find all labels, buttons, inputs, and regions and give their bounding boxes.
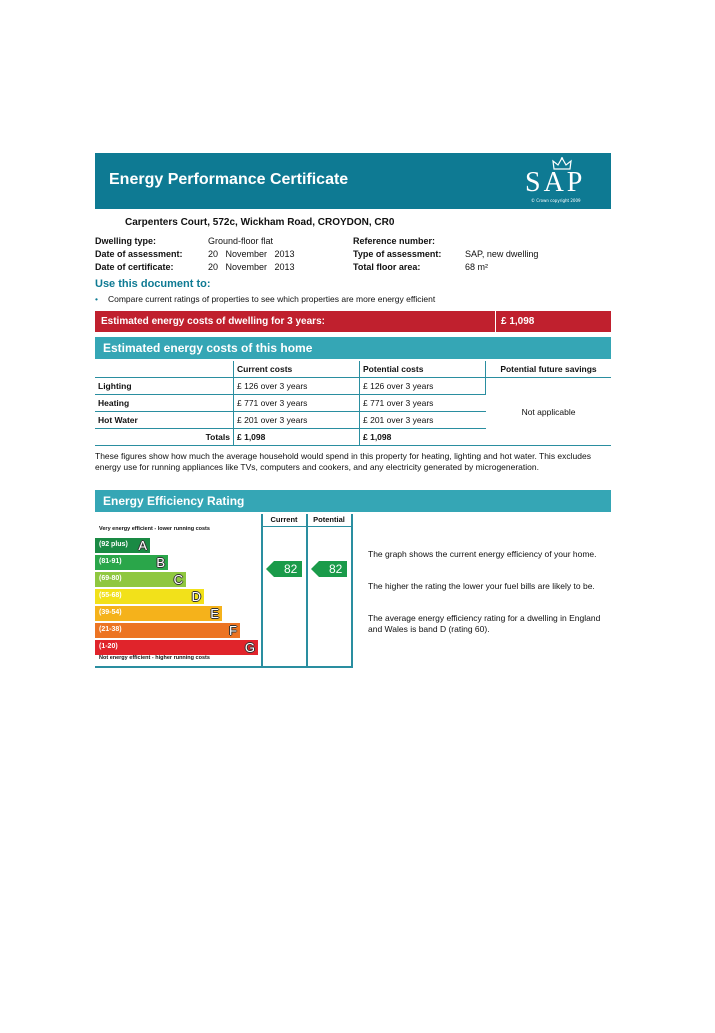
frame-line (261, 514, 263, 667)
rating-band-f (95, 623, 240, 638)
bullet-text: Compare current ratings of properties to see which properties are more energy efficient (107, 294, 436, 304)
frame-line (306, 514, 308, 667)
arrow-tip-icon (266, 561, 274, 577)
certificate-date-value: 20 November 2013 (208, 262, 295, 272)
row-current: £ 771 over 3 years (234, 395, 360, 412)
band-range: (39-54) (99, 609, 122, 616)
use-document-bullet (95, 294, 435, 304)
explanation-text: These figures show how much the average household would spend in this property for heating, lighting and hot water. This excludes energy use for running appliances like TVs, computers and cookers, and any electricity generated by microgeneration. (95, 451, 591, 472)
floor-area-label: Total floor area: (353, 262, 421, 272)
efficiency-text-1: The graph shows the current energy efficiency of your home. (368, 549, 597, 559)
table-row (95, 378, 611, 395)
band-letter: D (191, 589, 201, 604)
assessment-date-label: Date of assessment: (95, 249, 183, 259)
row-current: £ 201 over 3 years (234, 412, 360, 429)
efficiency-section-header (95, 490, 611, 512)
efficiency-text-3: The average energy efficiency rating for a dwelling in England and Wales is band D (rating 60). (368, 613, 601, 634)
row-potential: £ 126 over 3 years (360, 378, 486, 395)
current-rating-arrow (274, 561, 302, 577)
rating-band-g (95, 640, 258, 655)
assessment-date-value: 20 November 2013 (208, 249, 295, 259)
table-header-savings: Potential future savings (486, 361, 612, 378)
current-column-header: Current (270, 515, 298, 524)
table-header-empty (95, 361, 234, 378)
rating-band-c (95, 572, 186, 587)
estimated-3yr-label: Estimated energy costs of dwelling for 3 years: (101, 316, 325, 327)
band-range: (69-80) (99, 575, 122, 582)
bottom-caption: Not energy efficient - higher running costs (99, 655, 210, 661)
table-header-current: Current costs (234, 361, 360, 378)
certificate-date-label: Date of certificate: (95, 262, 174, 272)
certificate-title: Energy Performance Certificate (109, 171, 349, 188)
band-letter: G (244, 640, 255, 655)
band-range: (1-20) (99, 643, 118, 650)
totals-current: £ 1,098 (234, 429, 360, 446)
sap-logo-letters: SAP (525, 167, 586, 198)
floor-area-value: 68 m² (465, 262, 489, 272)
table-header-potential: Potential costs (360, 361, 486, 378)
rating-band-e (95, 606, 222, 621)
band-range: (21-38) (99, 626, 122, 633)
frame-line (95, 666, 353, 668)
band-letter: F (229, 623, 237, 638)
sap-copyright: © Crown copyright 2009 (531, 198, 581, 203)
rating-band-d (95, 589, 204, 604)
estimated-3yr-bar (95, 311, 611, 332)
costs-section-header (95, 337, 611, 359)
frame-line (261, 526, 353, 527)
potential-rating-arrow (319, 561, 347, 577)
reference-label: Reference number: (353, 236, 436, 246)
efficiency-text-2: The higher the rating the lower your fuel bills are likely to be. (368, 581, 595, 591)
use-document-title: Use this document to: (95, 278, 211, 290)
band-range: (92 plus) (99, 541, 128, 548)
potential-rating-value: 82 (329, 562, 343, 576)
band-letter: E (210, 606, 219, 621)
totals-potential: £ 1,098 (360, 429, 486, 446)
costs-section-title: Estimated energy costs of this home (103, 341, 313, 355)
band-range: (81-91) (99, 558, 122, 565)
row-label: Lighting (95, 378, 234, 395)
table-header-row (95, 361, 611, 378)
assessment-type-label: Type of assessment: (353, 249, 442, 259)
rating-band-a (95, 538, 150, 553)
potential-column-header: Potential (313, 515, 345, 524)
property-address: Carpenters Court, 572c, Wickham Road, CROYDON, CR0 (125, 217, 395, 228)
frame-line (351, 514, 353, 667)
band-letter: B (156, 555, 165, 570)
costs-table (95, 361, 611, 446)
assessment-type-value: SAP, new dwelling (465, 249, 539, 259)
dwelling-type-label: Dwelling type: (95, 236, 157, 246)
row-label: Heating (95, 395, 234, 412)
row-current: £ 126 over 3 years (234, 378, 360, 395)
top-caption: Very energy efficient - lower running costs (99, 526, 210, 532)
arrow-tip-icon (311, 561, 319, 577)
epc-header (95, 153, 611, 209)
band-letter: A (138, 538, 147, 553)
row-label: Hot Water (95, 412, 234, 429)
current-rating-value: 82 (284, 562, 298, 576)
sap-logo (525, 157, 599, 205)
band-letter: C (173, 572, 183, 587)
row-potential: £ 201 over 3 years (360, 412, 486, 429)
estimated-3yr-value: £ 1,098 (495, 311, 534, 332)
totals-label: Totals (95, 429, 234, 446)
bullet-icon: • (95, 294, 98, 304)
dwelling-type-value: Ground-floor flat (208, 236, 274, 246)
efficiency-section-title: Energy Efficiency Rating (103, 494, 245, 508)
rating-band-b (95, 555, 168, 570)
band-range: (55-68) (99, 592, 122, 599)
row-potential: £ 771 over 3 years (360, 395, 486, 412)
savings-cell: Not applicable (486, 378, 612, 446)
